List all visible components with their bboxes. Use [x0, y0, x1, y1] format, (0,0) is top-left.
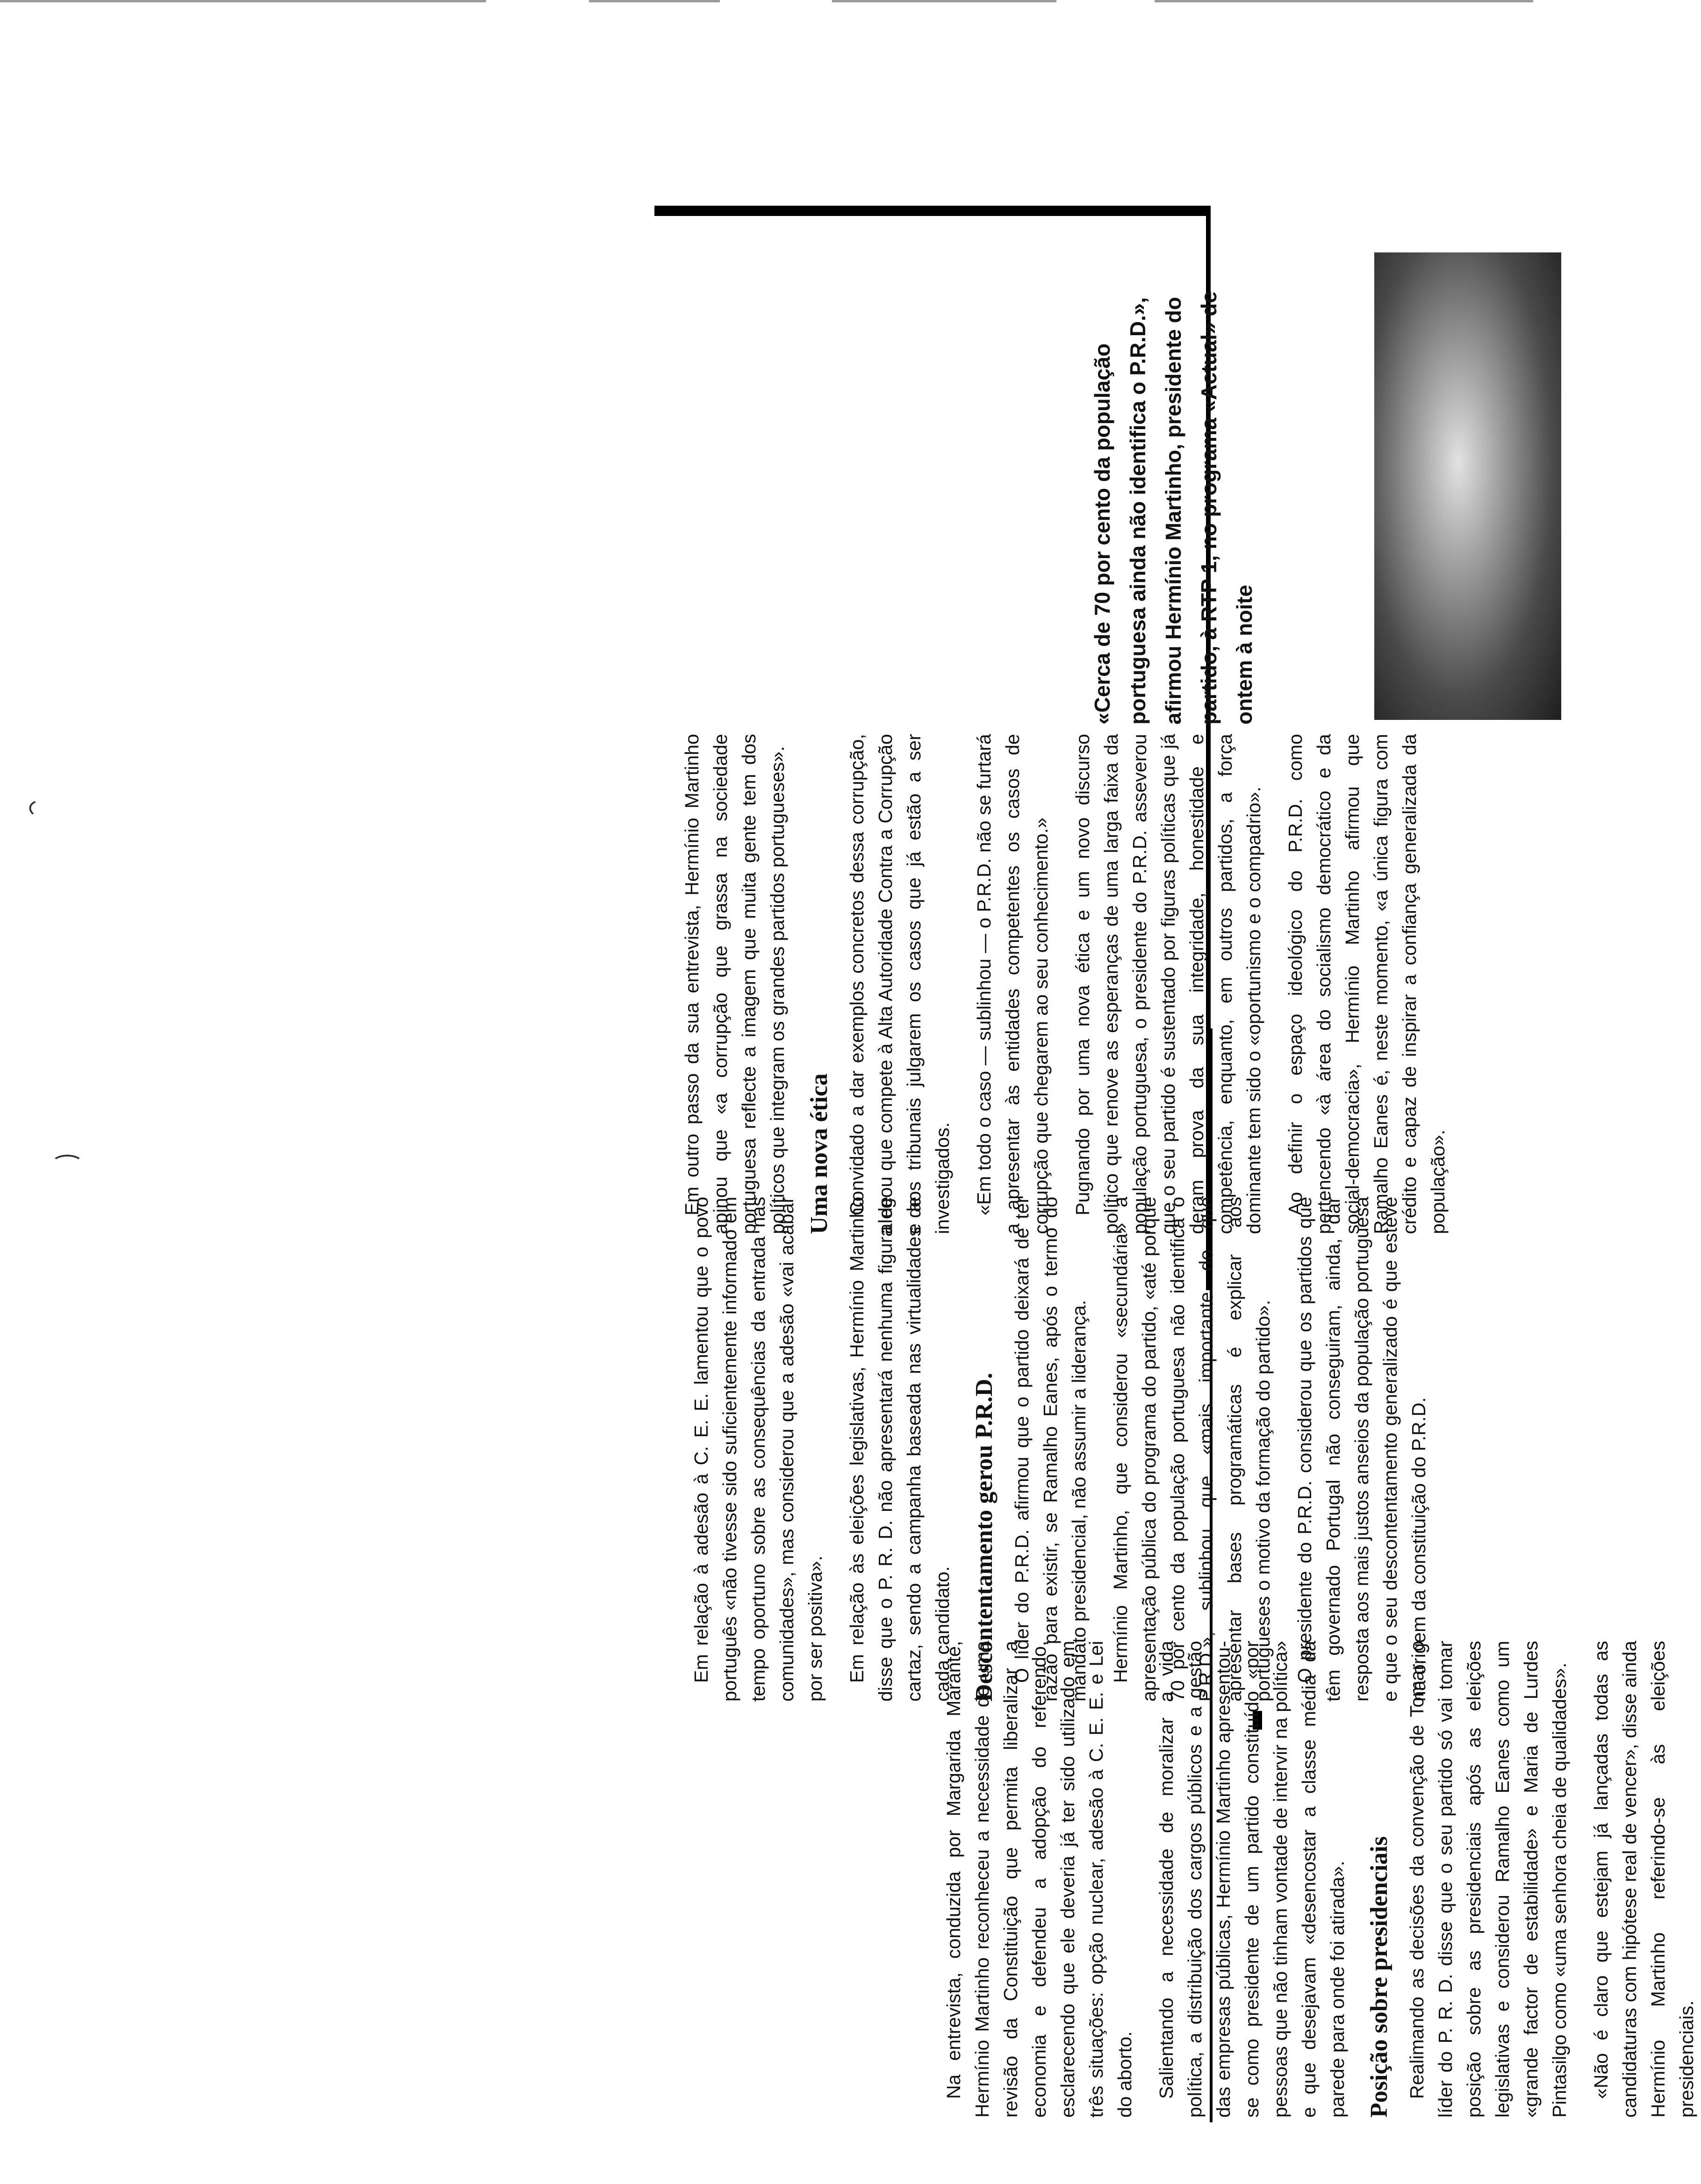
scan-edge-line — [1155, 0, 1533, 2]
portrait-photo — [1374, 252, 1561, 720]
scan-edge-line — [832, 0, 1056, 2]
paragraph: Na entrevista, conduzida por Margarida Marante, Hermínio Martinho reconheceu a necessidade de uma revisão da Constituição que permita liberalizar a economia e defendeu a adopção do referendo, esclarecendo que ele deveria já ter sido utilizado em três situações: opção nuclear, adesão à C. E. E. e Lei do aborto. — [943, 1641, 1135, 2118]
paragraph: Pugnando por uma nova ética e um novo discurso político que renove as esperanças de uma larga faixa da população portuguesa, o presidente do P.R.D. asseverou que o seu partido é sustentado por figuras políticas que já deram prova da sua integridade, honestidade e competência, enquanto, em outros partidos, a força dominante tem sido o «oportunismo e o compadrio». — [1072, 734, 1264, 1234]
paragraph: «Em todo o caso — sublinhou — o P.R.D. não se furtará a apresentar às entidades competentes os casos de corrupção que chegarem ao seu conhecimento.» — [973, 734, 1052, 1234]
paragraph: Convidado a dar exemplos concretos dessa corrupção, alegou que compete à Alta Autoridade Contra a Corrupção e aos tribunais julgarem os casos que já estão a ser investigados. — [846, 734, 953, 1234]
section-heading: Descontentamento gerou P.R.D. — [971, 1372, 998, 1702]
paragraph: Em relação à adesão à C. E. E. lamentou que o povo português «não tivesse sido suficientemente informado em tempo oportuno sobre as consequências da entrada nas comunidades», mas considerou que a adesão «vai acabar por ser positiva». — [690, 1197, 826, 1702]
section-heading: Uma nova ética — [806, 1073, 833, 1234]
photo-caption — [1084, 257, 1256, 725]
article-column-1 — [940, 1641, 1697, 2132]
scan-mark — [28, 796, 72, 826]
article-column-3 — [678, 734, 1449, 1234]
section-heading: Posição sobre presidenciais — [1366, 1836, 1392, 2118]
article-column-2 — [687, 1197, 1429, 1702]
scan-mark — [51, 1155, 83, 1172]
paragraph: Hermínio Martinho, que considerou «secundária» a apresentação pública do programa do partido, «até porque 70 por cento da população portuguesa não identifica o P.R.D.», sublinhou que «mais importante do que apresentar bases programáticas é explicar aos portugueses o motivo da formação do partido». — [1110, 1197, 1274, 1702]
paragraph: O líder do P.R.D. afirmou que o partido deixará de ter razão para existir, se Ramalho Eanes, após o termo do mandato presidencial, não assumir a liderança. — [1011, 1197, 1090, 1702]
paragraph: Ao definir o espaço ideológico do P.R.D. como pertencendo «à área do socialismo democrático e da social-democracia», Hermínio Martinho afirmou que Ramalho Eanes é, neste momento, «a única figura com crédito e capaz de inspirar a confiança generalizada da população». — [1285, 734, 1449, 1234]
clipping-top-rule — [654, 206, 1206, 216]
paragraph: Em relação às eleições legislativas, Hermínio Martinho disse que o P. R. D. não apresentará nenhuma figura de cartaz, sendo a campanha baseada nas virtualidades de cada candidato. — [846, 1197, 953, 1702]
scan-edge-line — [589, 0, 720, 2]
paragraph: Em outro passo da sua entrevista, Hermínio Martinho apinou que «a corrupção que grassa na sociedade portuguesa reflecte a imagem que muita gente tem dos políticos que integram os grandes partidos portugueses». — [681, 734, 788, 1234]
paragraph: O presidente do P.R.D. considerou que os partidos que têm governado Portugal não conseguiram, ainda, dar resposta aos mais justos anseios da população portuguesa e que o seu descontentamento generalizado é que esteve na origem da constituição do P.R.D. — [1294, 1197, 1429, 1702]
scan-edge-line — [0, 0, 486, 2]
photo-block — [1374, 252, 1561, 720]
paragraph: Realimando as decisões da convenção de Tomar, o líder do P. R. D. disse que o seu partido só vai tomar posição sobre as presidenciais após as eleições legislativas e considerou Ramalho Eanes como um «grande factor de estabilidade» e Maria de Lurdes Pintasilgo como «uma senhora cheia de qualidades». — [1406, 1641, 1570, 2118]
paragraph: «Não é claro que estejam já lançadas todas as candidaturas com hipótese real de vencer», disse ainda Hermínio Martinho referindo-se às eleições presidenciais. — [1590, 1641, 1697, 2118]
caption-text: «Cerca de 70 por cento da população portuguesa ainda não identifica o P.R.D.», afirmou Hermínio Martinho, presidente do partido, à RTP 1, no programa «Actual» de ontem à noite — [1090, 291, 1256, 725]
paragraph: Salientando a necessidade de moralizar a vida política, a distribuição dos cargos públicos e a gestão das empresas públicas, Hermínio Martinho apresentou-se como presidente de um partido constituído «por pessoas que não tinham vontade de intervir na política» e que desejavam «desencostar a classe média da parede para onde foi atirada». — [1156, 1641, 1348, 2118]
